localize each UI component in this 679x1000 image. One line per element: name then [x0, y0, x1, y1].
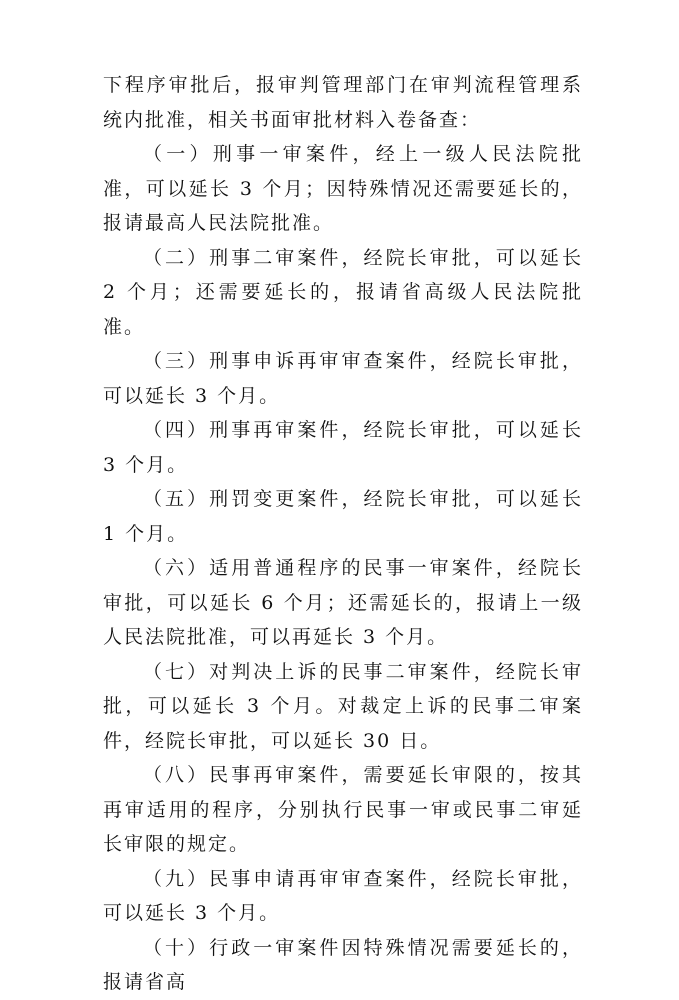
paragraph-item-10: （十）行政一审案件因特殊情况需要延长的，报请省高	[103, 936, 583, 993]
paragraph-item-2: （二）刑事二审案件，经院长审批，可以延长 2 个月；还需要延长的，报请省高级人民法院批准。	[103, 246, 583, 338]
paragraph-item-9: （九）民事申请再审审查案件，经院长审批，可以延长 3 个月。	[103, 867, 583, 924]
paragraph-item-6: （六）适用普通程序的民事一审案件，经院长审批，可以延长 6 个月；还需延长的，报请上一级人民法院批准，可以再延长 3 个月。	[103, 557, 583, 648]
paragraph-item-4: （四）刑事再审案件，经院长审批，可以延长 3 个月。	[103, 419, 583, 476]
paragraph-continuation: 下程序审批后，报审判管理部门在审判流程管理系统内批准，相关书面审批材料入卷备查：	[103, 74, 583, 131]
paragraph-item-3: （三）刑事申诉再审审查案件，经院长审批，可以延长 3 个月。	[103, 350, 583, 407]
paragraph-item-1: （一）刑事一审案件，经上一级人民法院批准，可以延长 3 个月；因特殊情况还需要延长的，报请最高人民法院批准。	[103, 143, 583, 234]
paragraph-item-8: （八）民事再审案件，需要延长审限的，按其再审适用的程序，分别执行民事一审或民事二审延长审限的规定。	[103, 764, 583, 855]
paragraph-item-7: （七）对判决上诉的民事二审案件，经院长审批，可以延长 3 个月。对裁定上诉的民事二审案件，经院长审批，可以延长 30 日。	[103, 660, 583, 752]
paragraph-item-5: （五）刑罚变更案件，经院长审批，可以延长 1 个月。	[103, 488, 583, 545]
